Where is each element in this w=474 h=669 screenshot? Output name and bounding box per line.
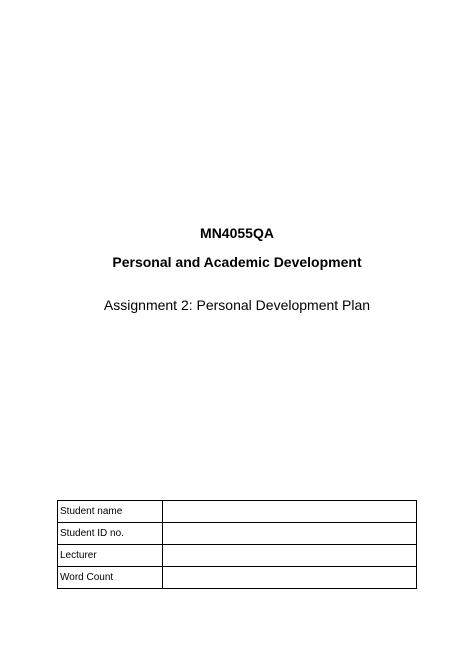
table-row <box>58 523 417 545</box>
word-count-field[interactable] <box>163 567 417 589</box>
student-id-field[interactable] <box>163 523 417 545</box>
student-info-table <box>57 500 417 589</box>
student-id-label: Student ID no. <box>58 523 163 545</box>
course-code: MN4055QA <box>200 225 274 241</box>
table-row <box>58 545 417 567</box>
student-name-label: Student name <box>58 501 163 523</box>
lecturer-field[interactable] <box>163 545 417 567</box>
table-row <box>58 501 417 523</box>
table-row <box>58 567 417 589</box>
assignment-title: Assignment 2: Personal Development Plan <box>103 297 371 313</box>
lecturer-label: Lecturer <box>58 545 163 567</box>
student-name-field[interactable] <box>163 501 417 523</box>
module-title: Personal and Academic Development <box>112 254 362 270</box>
word-count-label: Word Count <box>58 567 163 589</box>
